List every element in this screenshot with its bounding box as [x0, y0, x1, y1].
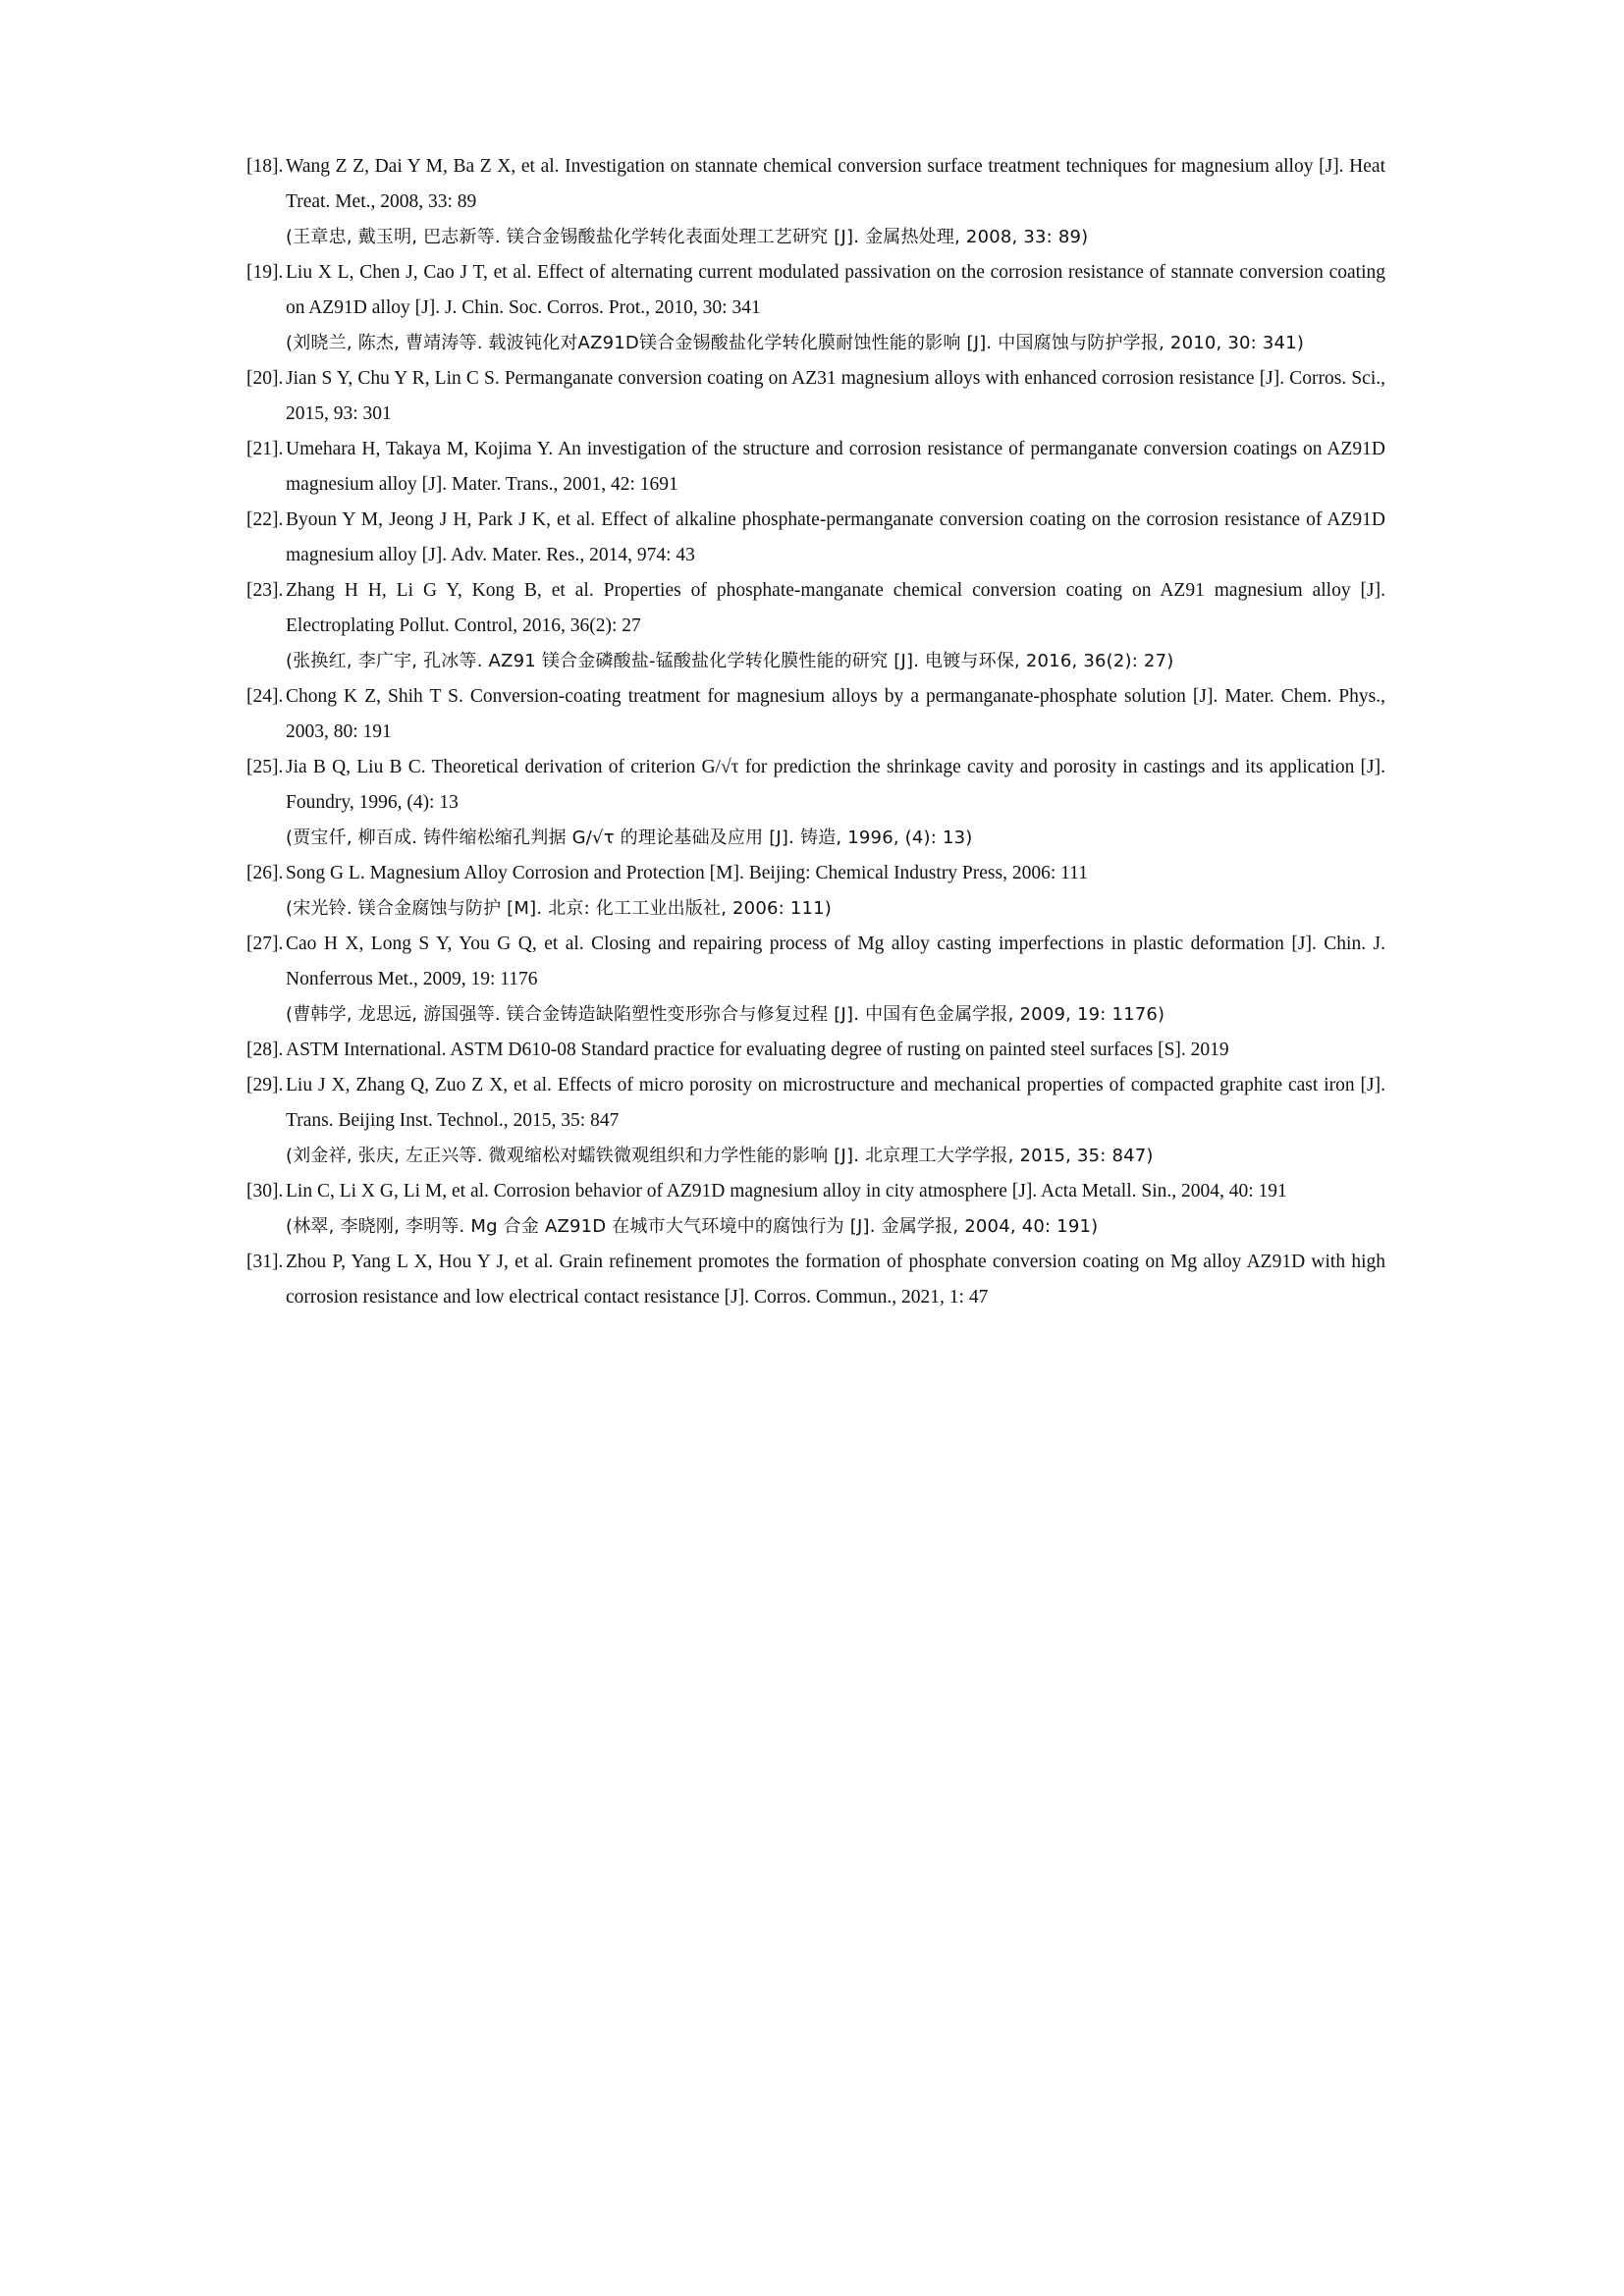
reference-item [246, 255, 1385, 361]
reference-chinese: (宋光铃. 镁合金腐蚀与防护 [M]. 北京: 化工工业出版社, 2006: 111) [286, 898, 833, 919]
reference-english: Liu X L, Chen J, Cao J T, et al. Effect of alternating current modulated passivation on the corrosion resistance of stannate conversion coating on AZ91D alloy [J]. J. Chin. Soc. Corros. Prot., 2010, 30: 341 [286, 262, 1385, 318]
reference-number: [23]. [246, 580, 284, 601]
reference-list [246, 149, 1385, 1315]
reference-english: Cao H X, Long S Y, You G Q, et al. Closing and repairing process of Mg alloy casting imperfections in plastic deformation [J]. Chin. J. Nonferrous Met., 2009, 19: 1176 [286, 934, 1385, 989]
reference-number: [27]. [246, 934, 284, 954]
reference-english: Lin C, Li X G, Li M, et al. Corrosion behavior of AZ91D magnesium alloy in city atmosphere [J]. Acta Metall. Sin., 2004, 40: 191 [286, 1181, 1287, 1201]
reference-english: Zhou P, Yang L X, Hou Y J, et al. Grain refinement promotes the formation of phosphate conversion coating on Mg alloy AZ91D with high corrosion resistance and low electrical contact resistance [J]. Corros. Commun., 2021, 1: 47 [286, 1252, 1385, 1308]
reference-item [246, 1174, 1385, 1245]
reference-number: [21]. [246, 439, 284, 459]
reference-english: Song G L. Magnesium Alloy Corrosion and Protection [M]. Beijing: Chemical Industry Press, 2006: 111 [286, 863, 1088, 883]
reference-chinese: (刘晓兰, 陈杰, 曹靖涛等. 载波钝化对AZ91D镁合金锡酸盐化学转化膜耐蚀性能的影响 [J]. 中国腐蚀与防护学报, 2010, 30: 341) [286, 333, 1305, 353]
reference-number: [24]. [246, 686, 284, 707]
reference-number: [22]. [246, 509, 284, 530]
reference-english: Zhang H H, Li G Y, Kong B, et al. Properties of phosphate-manganate chemical conversion coating on AZ91 magnesium alloy [J]. Electroplating Pollut. Control, 2016, 36(2): 27 [286, 580, 1385, 636]
reference-chinese: (贾宝仟, 柳百成. 铸件缩松缩孔判据 G/√τ 的理论基础及应用 [J]. 铸造, 1996, (4): 13) [286, 828, 973, 848]
reference-english: ASTM International. ASTM D610-08 Standard practice for evaluating degree of rusting on painted steel surfaces [S]. 2019 [286, 1040, 1229, 1060]
reference-item [246, 750, 1385, 856]
reference-number: [25]. [246, 757, 284, 777]
reference-item [246, 503, 1385, 573]
reference-english: Wang Z Z, Dai Y M, Ba Z X, et al. Investigation on stannate chemical conversion surface treatment techniques for magnesium alloy [J]. Heat Treat. Met., 2008, 33: 89 [286, 156, 1385, 212]
reference-number: [26]. [246, 863, 284, 883]
reference-number: [18]. [246, 156, 284, 177]
reference-page [246, 149, 1385, 1315]
reference-english: Umehara H, Takaya M, Kojima Y. An investigation of the structure and corrosion resistance of permanganate conversion coatings on AZ91D magnesium alloy [J]. Mater. Trans., 2001, 42: 1691 [286, 439, 1385, 495]
reference-item [246, 856, 1385, 927]
reference-number: [31]. [246, 1252, 284, 1272]
reference-chinese: (林翠, 李晓刚, 李明等. Mg 合金 AZ91D 在城市大气环境中的腐蚀行为 [J]. 金属学报, 2004, 40: 191) [286, 1216, 1099, 1237]
reference-item [246, 1033, 1385, 1068]
reference-number: [20]. [246, 368, 284, 389]
reference-english: Byoun Y M, Jeong J H, Park J K, et al. Effect of alkaline phosphate-permanganate conversion coating on the corrosion resistance of AZ91D magnesium alloy [J]. Adv. Mater. Res., 2014, 974: 43 [286, 509, 1385, 565]
reference-chinese: (曹韩学, 龙思远, 游国强等. 镁合金铸造缺陷塑性变形弥合与修复过程 [J]. 中国有色金属学报, 2009, 19: 1176) [286, 1004, 1165, 1025]
reference-number: [29]. [246, 1075, 284, 1095]
reference-number: [28]. [246, 1040, 284, 1060]
reference-item [246, 1068, 1385, 1174]
reference-item [246, 1245, 1385, 1315]
reference-english: Jian S Y, Chu Y R, Lin C S. Permanganate conversion coating on AZ31 magnesium alloys with enhanced corrosion resistance [J]. Corros. Sci., 2015, 93: 301 [286, 368, 1385, 424]
reference-english: Liu J X, Zhang Q, Zuo Z X, et al. Effects of micro porosity on microstructure and mechanical properties of compacted graphite cast iron [J]. Trans. Beijing Inst. Technol., 2015, 35: 847 [286, 1075, 1385, 1131]
reference-item [246, 573, 1385, 679]
reference-english: Jia B Q, Liu B C. Theoretical derivation of criterion G/√τ for prediction the shrinkage cavity and porosity in castings and its application [J]. Foundry, 1996, (4): 13 [286, 757, 1385, 813]
reference-chinese: (刘金祥, 张庆, 左正兴等. 微观缩松对蠕铁微观组织和力学性能的影响 [J]. 北京理工大学学报, 2015, 35: 847) [286, 1146, 1154, 1166]
reference-chinese: (张换红, 李广宇, 孔冰等. AZ91 镁合金磷酸盐-锰酸盐化学转化膜性能的研究 [J]. 电镀与环保, 2016, 36(2): 27) [286, 651, 1174, 671]
reference-item [246, 679, 1385, 750]
reference-number: [30]. [246, 1181, 284, 1201]
reference-item [246, 927, 1385, 1033]
reference-item [246, 432, 1385, 503]
reference-english: Chong K Z, Shih T S. Conversion-coating treatment for magnesium alloys by a permanganate-phosphate solution [J]. Mater. Chem. Phys., 2003, 80: 191 [286, 686, 1385, 742]
reference-chinese: (王章忠, 戴玉明, 巴志新等. 镁合金锡酸盐化学转化表面处理工艺研究 [J]. 金属热处理, 2008, 33: 89) [286, 227, 1089, 247]
reference-item [246, 361, 1385, 432]
reference-number: [19]. [246, 262, 284, 283]
reference-item [246, 149, 1385, 255]
